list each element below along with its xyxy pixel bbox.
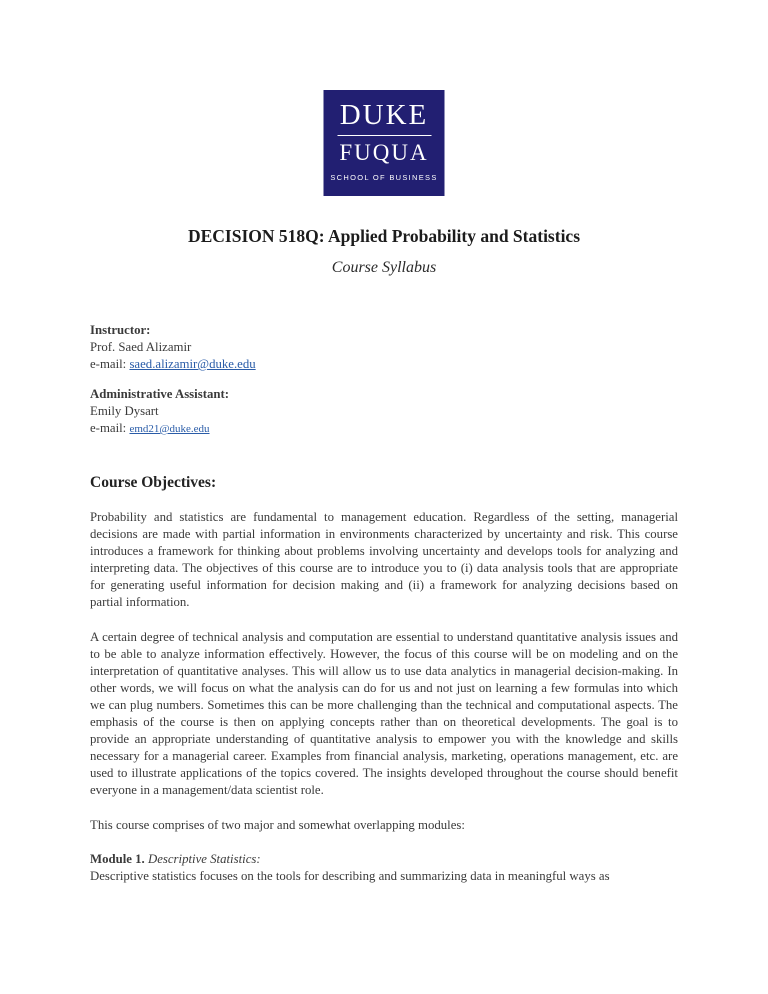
admin-name: Emily Dysart (90, 404, 159, 418)
admin-email-line (90, 420, 678, 438)
logo-text-school-of-business: SCHOOL OF BUSINESS (330, 173, 438, 182)
document-body (90, 322, 678, 885)
admin-assistant-block (90, 386, 678, 438)
module-1-heading-line (90, 851, 678, 868)
instructor-heading: Instructor: (90, 323, 151, 337)
admin-email-label: e-mail: (90, 421, 130, 435)
logo-text-fuqua: FUQUA (339, 140, 429, 165)
course-title: DECISION 518Q: Applied Probability and Statistics (187, 226, 581, 246)
instructor-name: Prof. Saed Alizamir (90, 340, 192, 354)
course-subtitle: Course Syllabus (331, 259, 437, 276)
course-objectives-heading: Course Objectives: (90, 474, 217, 491)
logo-text-duke: DUKE (339, 99, 429, 131)
module-1-block (90, 851, 678, 885)
instructor-email-link[interactable]: saed.alizamir@duke.edu (129, 357, 256, 371)
objectives-paragraph-1: Probability and statistics are fundamental to management education. Regardless of the setting, managerial decisions are made with partial information in environments characterized by uncertainty and risk. This course introduces a framework for thinking about problems involving uncertainty and develops tools for analyzing and interpreting data. The objectives of this course are to introduce you to (i) data analysis tools that are appropriate for generating useful information for decision making and (ii) a framework for analyzing decisions based on partial information. (90, 510, 678, 609)
instructor-email-label: e-mail: (90, 357, 130, 371)
module-1-label: Module 1. (90, 852, 145, 866)
admin-email-link[interactable]: emd21@duke.edu (129, 423, 210, 435)
logo-divider (337, 135, 431, 136)
duke-fuqua-logo (324, 90, 445, 196)
module-1-title: Descriptive Statistics: (144, 852, 261, 866)
module-1-text: Descriptive statistics focuses on the tools for describing and summarizing data in meaningful ways as (90, 869, 610, 883)
objectives-paragraph-2: A certain degree of technical analysis and computation are essential to understand quantitative analysis issues and to be able to analyze information effectively. However, the focus of this course will be on modeling and on the interpretation of quantitative analyses. This will allow us to use data analytics in managerial decision-making. In other words, we will focus on what the analysis can do for us and not just on learning a few formulas into which we can plug numbers. Sometimes this can be more challenging than the technical and computational aspects. The emphasis of the course is then on applying concepts rather than on theoretical developments. The goal is to provide an appropriate understanding of quantitative analysis to empower you with the knowledge and skills necessary for a managerial career. Examples from financial analysis, marketing, operations management, etc. are used to illustrate applications of the topics covered. The insights developed throughout the course should benefit everyone in a management/data scientist role. (90, 630, 678, 797)
instructor-block (90, 322, 678, 373)
admin-heading: Administrative Assistant: (90, 387, 229, 401)
modules-intro-line: This course comprises of two major and somewhat overlapping modules: (90, 818, 465, 832)
instructor-email-line (90, 356, 678, 373)
